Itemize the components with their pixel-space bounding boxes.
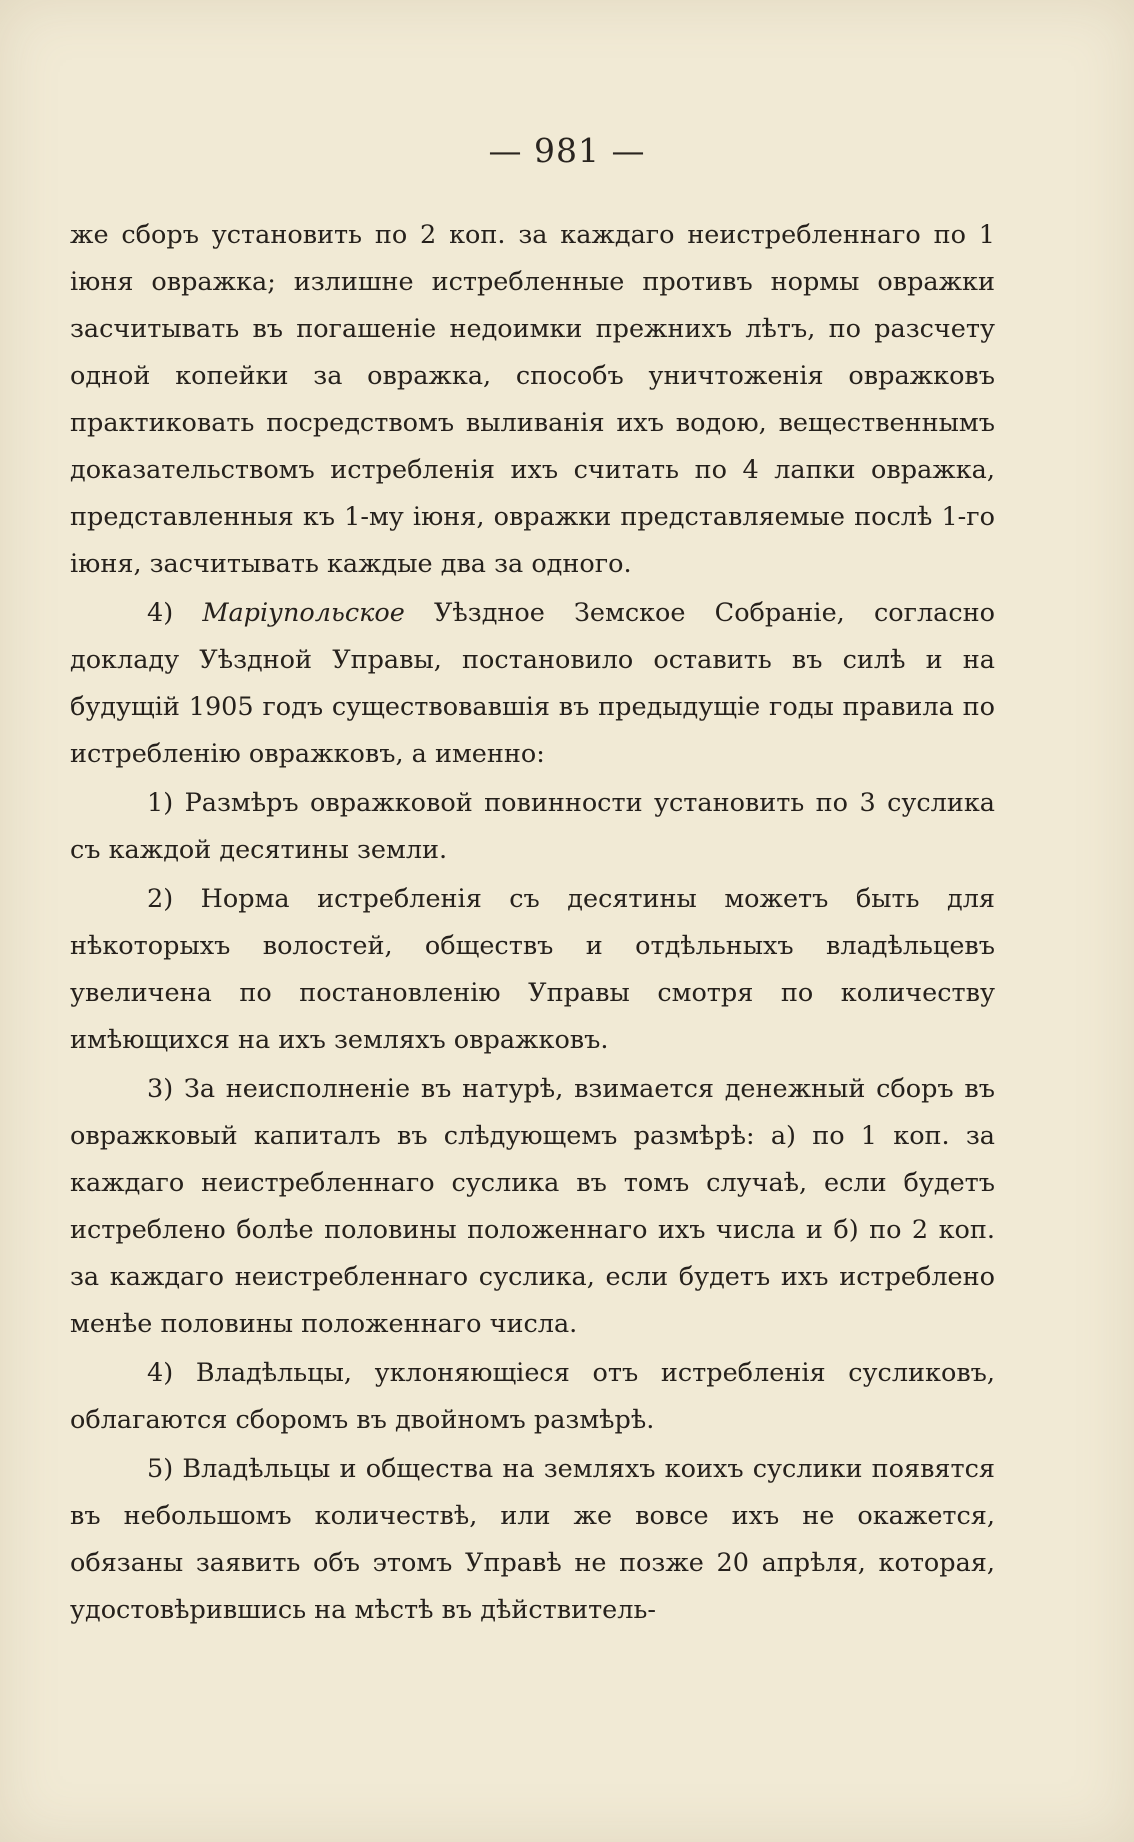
paragraph-mariupol	[70, 590, 995, 778]
paragraph-prefix: 4)	[147, 598, 203, 628]
italic-place-name: Маріупольское	[202, 598, 405, 628]
page-number: — 981 —	[488, 131, 646, 170]
paragraph-text: Уѣздное Земское Собраніе, согласно докладу Уѣздной Управы, постановило оставить въ силѣ и на будущій 1905 годъ существовавшія въ предыдущіе годы правила по истребленію овражковъ, а именно:	[70, 598, 995, 769]
rule-3: 3) За неисполненіе въ натурѣ, взимается денежный сборъ въ овражковый капиталъ въ слѣдующемъ размѣрѣ: а) по 1 коп. за каждаго неистребленнаго суслика въ томъ случаѣ, если будетъ истреблено болѣе половины положеннаго ихъ числа и б) по 2 коп. за каждаго неистребленнаго суслика, если будетъ ихъ истреблено менѣе половины положеннаго числа.	[70, 1074, 995, 1339]
rule-4: 4) Владѣльцы, уклоняющіеся отъ истребленія сусликовъ, облагаются сборомъ въ двойномъ размѣрѣ.	[70, 1358, 995, 1435]
rule-1: 1) Размѣръ овражковой повинности установить по 3 суслика съ каждой десятины земли.	[70, 788, 995, 865]
page-body	[70, 212, 995, 1636]
paragraph-continuation: же сборъ установить по 2 коп. за каждаго неистребленнаго по 1 іюня овражка; излишне истребленные противъ нормы овражки засчитывать въ погашеніе недоимки прежнихъ лѣтъ, по разсчету одной копейки за овражка, способъ уничтоженія овражковъ практиковать посредствомъ выливанія ихъ водою, вещественнымъ доказательствомъ истребленія ихъ считать по 4 лапки овражка, представленныя къ 1-му іюня, овражки представляемые послѣ 1-го іюня, засчитывать каждые два за одного.	[70, 220, 995, 579]
rule-2: 2) Норма истребленія съ десятины можетъ быть для нѣкоторыхъ волостей, обществъ и отдѣльныхъ владѣльцевъ увеличена по постановленію Управы смотря по количеству имѣющихся на ихъ земляхъ овражковъ.	[70, 884, 995, 1055]
rule-5: 5) Владѣльцы и общества на земляхъ коихъ суслики появятся въ небольшомъ количествѣ, или же вовсе ихъ не окажется, обязаны заявить объ этомъ Управѣ не позже 20 апрѣля, которая, удостовѣрившись на мѣстѣ въ дѣйствитель-	[70, 1454, 995, 1625]
